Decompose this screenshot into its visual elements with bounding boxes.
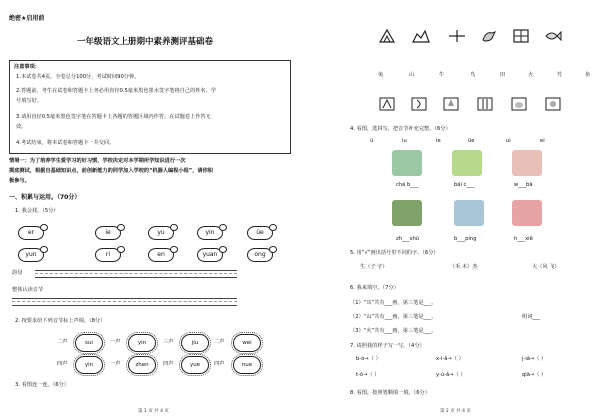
yunmu-label: 韵母 (12, 270, 23, 276)
notice-item: 号填写好。 (16, 98, 42, 104)
pinyin-blank[interactable]: h___xiě (514, 236, 533, 242)
q7-item[interactable]: y-ú-ǎ→（ ） (436, 372, 466, 378)
bottle-image (454, 200, 484, 226)
syllable-card[interactable]: ie (95, 226, 121, 240)
q7-item[interactable]: j-iá→（ ） (522, 356, 547, 362)
flower-branch-image (512, 150, 542, 176)
pinyin-writing-line[interactable] (12, 298, 237, 306)
intro-line: 情境一：为了培养学生爱学习的好习惯，学校决定对本学期所学知识进行一次 (9, 158, 186, 164)
pinyin-writing-line[interactable] (35, 270, 237, 278)
syllable-card[interactable]: er (18, 226, 44, 240)
option: iu (402, 138, 407, 144)
question-4-label: 4. 看图，选拼写，把音节补充完整。（6分） (350, 126, 451, 132)
rabbit-icon (378, 96, 396, 112)
option: ui (506, 138, 511, 144)
children-reading-image (392, 200, 422, 226)
tone-label: 四声 (214, 361, 225, 367)
syllable-card[interactable]: yu (148, 226, 174, 240)
exam-title: 一年级语文上册期中素养测评基础卷 (77, 37, 214, 47)
syllable-card[interactable]: yuan (197, 248, 223, 262)
q7-item[interactable]: b-ò→（ ） (356, 356, 381, 362)
notice-header: 注意事项： (14, 64, 40, 70)
char-label: 田 (500, 72, 506, 78)
tone-syllable[interactable]: yue (181, 356, 209, 374)
question-3-label: 3. 看图连一连。（6分） (15, 382, 69, 388)
char-label: 牛 (439, 72, 445, 78)
syllable-card[interactable]: yin (197, 226, 223, 240)
q7-item[interactable]: x-i-ǎ→（ ） (436, 356, 464, 362)
fire-icon (442, 96, 460, 112)
exam-page-2 (300, 0, 600, 420)
section-heading: 一、积累与运用。（70分） (9, 194, 81, 201)
q6-item[interactable]: （2）“山”共有___画，第三笔是___， (350, 314, 437, 320)
cabbage-image (452, 150, 482, 176)
question-2-label: 2. 按要求给下列音节标上声调。（8分） (15, 318, 106, 324)
tone-syllable[interactable]: nue (233, 356, 261, 374)
notice-item: 4.考试结束，将本试卷和答题卡一并交回。 (16, 140, 115, 146)
notice-item: 3.请用直径0.5毫米黑色签字笔在答题卡上各题的答题区域内作答，在试题卷上作答无 (16, 114, 211, 120)
q7-item[interactable]: t-ǒ→（ ） (356, 372, 380, 378)
tone-label: 一声 (110, 361, 121, 367)
q5-item[interactable]: 生（子 字） (360, 264, 388, 270)
option: ü (370, 138, 374, 144)
bamboo-icon (476, 96, 494, 112)
shell-icon (544, 96, 562, 112)
pinyin-blank[interactable]: b___píng (454, 236, 477, 242)
fish-icon (544, 28, 562, 44)
intro-line: 极参与。 (9, 178, 30, 184)
notice-item: 1.本试卷共4页，全卷总分100分，考试时间90分钟。 (16, 74, 140, 80)
option: ei (540, 138, 545, 144)
secret-label: 绝密★启用前 (9, 15, 45, 22)
shoes-image (512, 200, 542, 226)
q6-item[interactable]: （3）“火”共有___画，第三笔是___。 (350, 328, 437, 334)
q6-item[interactable]: （1）“耳”共有___画，第三笔是___。 (350, 300, 437, 306)
tone-syllable[interactable]: zhen (128, 356, 156, 374)
pinyin-blank[interactable]: w___bā (514, 182, 533, 188)
zhengti-label: 整体认读音节 (12, 287, 44, 293)
question-8-label: 8. 看图，按照笔顺填一填。（6分） (350, 390, 430, 396)
tone-syllable[interactable]: wei (233, 334, 261, 352)
tone-syllable[interactable]: jiu (181, 334, 209, 352)
char-label: 火 (528, 72, 534, 78)
notice-item: 2.答题前，考生在试卷和答题卡上务必用直径0.5毫米黑色墨水签字笔将自己的姓名、学 (16, 88, 216, 94)
question-7-label: 7. 请照我的样子写一写。（4分） (350, 343, 425, 349)
tone-label: 四声 (163, 361, 174, 367)
tone-syllable[interactable]: yin (75, 356, 103, 374)
option: üe (468, 138, 475, 144)
char-label: 鸟 (470, 72, 476, 78)
tone-label: 二声 (214, 339, 225, 345)
question-6-label: 6. 我来填空。（7分） (350, 285, 399, 291)
tone-label: 四声 (57, 361, 68, 367)
question-5-label: 5. 用“√”画出括号里不同的字。（6分） (350, 250, 439, 256)
syllable-card[interactable]: ri (95, 248, 121, 262)
pinyin-blank[interactable]: bái c___ (454, 182, 475, 188)
q5-item[interactable]: 大（风 飞） (532, 264, 560, 270)
field-icon (512, 28, 530, 44)
tone-label: 一声 (110, 339, 121, 345)
q5-item[interactable]: （禾 木）杰 (450, 264, 478, 270)
tone-label: 三声 (163, 339, 174, 345)
syllable-card[interactable]: üe (247, 226, 273, 240)
triangle-house-icon (378, 28, 396, 44)
mountain-icon (412, 28, 430, 44)
pinyin-blank[interactable]: chá b___ (396, 182, 419, 188)
ox-icon (510, 96, 528, 112)
bird-icon (480, 28, 498, 44)
notice-item: 效。 (16, 124, 27, 130)
question-1-label: 1. 我会找。（5分） (15, 208, 59, 214)
moon-icon (410, 96, 428, 112)
option: ie (436, 138, 441, 144)
tea-cup-image (392, 150, 422, 176)
char-label: 竹 (557, 72, 563, 78)
tone-label: 二声 (57, 339, 68, 345)
tone-syllable[interactable]: sui (75, 334, 103, 352)
syllable-card[interactable]: en (148, 248, 174, 262)
q6-extra[interactable]: 组词___ (522, 314, 541, 320)
char-label: 山 (409, 72, 415, 78)
syllable-card[interactable]: yun (18, 248, 44, 262)
intro-line: 摸底测试，根据自基础知识点，前创新能力的同学加入学校的“机器人编程小组”，请你积 (9, 168, 213, 174)
notice-box (9, 60, 291, 154)
q7-item[interactable]: qiā→（ ） (522, 372, 547, 378)
sun-line-icon (448, 28, 466, 44)
page-footer: 第 2 页 共 4 页 (440, 409, 471, 414)
page-footer: 第 1 页 共 4 页 (138, 409, 169, 414)
char-label: 鱼 (585, 72, 591, 78)
syllable-card[interactable]: ong (247, 248, 273, 262)
tone-syllable[interactable]: yin (128, 334, 156, 352)
char-label: 兔 (378, 72, 384, 78)
pinyin-blank[interactable]: zh___shū (396, 236, 420, 242)
